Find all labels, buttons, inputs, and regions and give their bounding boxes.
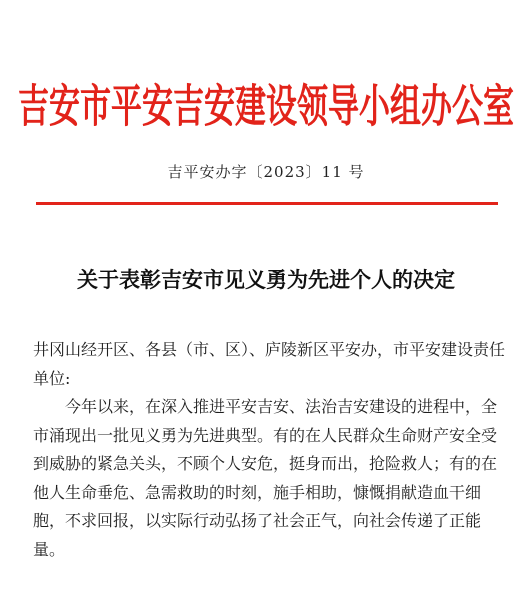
body-paragraph: 今年以来，在深入推进平安吉安、法治吉安建设的进程中，全市涌现出一批见义勇为先进典型。有的在人民群众生命财产安全受到威胁的紧急关头，不顾个人安危，挺身而出，抢险救人；有的在他人生命垂危、急需救助的时刻，施手相助，慷慨捐献造血干细胞，不求回报，以实际行动弘扬了社会正气，向社会传递了正能量。 (33, 397, 498, 559)
red-divider-line (36, 202, 498, 205)
recipients-line: 井冈山经开区、各县（市、区）、庐陵新区平安办，市平安建设责任单位: (33, 340, 506, 388)
document-number: 吉平安办字〔2023〕11 号 (167, 163, 365, 181)
issuing-office-header: 吉安市平安吉安建设领导小组办公室 (18, 81, 514, 134)
document-title: 关于表彰吉安市见义勇为先进个人的决定 (77, 267, 455, 292)
document-body (33, 336, 505, 564)
